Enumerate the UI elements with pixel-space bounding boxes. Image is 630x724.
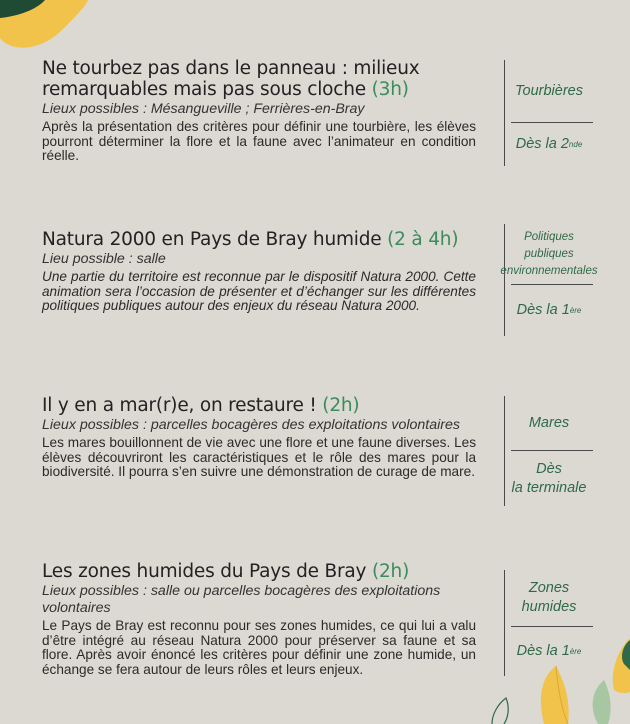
activity-block [42,58,476,164]
activity-level: Dès la terminale [511,460,587,496]
activity-level: Dès la 1 ère [516,302,582,319]
activity-duration: (3h) [371,79,409,100]
activity-theme: Mares [528,414,570,431]
activity-duration: (2h) [371,561,410,582]
activity-sidebar [504,570,593,676]
activity-title: Natura 2000 en Pays de Bray humide (2 à 4h) [42,229,459,250]
activity-sidebar [500,224,598,336]
activity-block [42,229,476,314]
activity-level: Dès la 1 ère [516,643,582,660]
activity-places: Lieux possibles : Mésangueville ; Ferrières-en-Bray [42,101,365,117]
activity-title: Les zones humides du Pays de Bray (2h) [42,561,410,582]
activity-description: Les mares bouillonnent de vie avec une flore et une faune diverses. Les élèves découvriront les caractéristiques et le rôle des mares pour la biodiversité. Il pourra s’en suivre une démonstration de curage de mare. [42,435,476,480]
activity-description: Après la présentation des critères pour définir une tourbière, les élèves pourront déterminer la flore et la faune avec l’animateur en condition réelle. [42,119,476,164]
activity-description: Le Pays de Bray est reconnu pour ses zones humides, ce qui lui a valu d’être intégré au réseau Natura 2000 pour préserver sa faune et sa flore. Après avoir énoncé les critères pour définir une zone humide, un échange se fera autour de leurs rôles et leurs enjeux. [42,618,476,677]
activity-places: Lieux possibles : parcelles bocagères des exploitations volontaires [42,417,460,433]
activity-level: Dès la 2 nde [515,136,583,153]
activity-theme: Tourbières [515,82,583,99]
activity-title: Ne tourbez pas dans le panneau : milieux remarquables mais pas sous cloche (3h) [42,58,420,100]
activity-places: Lieu possible : salle [42,251,166,267]
activity-places: Lieux possibles : salle ou parcelles bocagères des exploitations volontaires [42,583,441,616]
activity-theme: Politiques publiques environnementales [500,230,598,277]
activity-description: Une partie du territoire est reconnue par le dispositif Natura 2000. Cette animation sera l’occasion de présenter et d’échanger sur les différentes politiques publiques autour des enjeux du réseau Natura 2000. [42,269,476,314]
activity-duration: (2h) [322,395,360,416]
activity-block [42,395,476,480]
leaf-decoration-top-left [0,0,100,52]
activity-theme: Zones humides [521,580,577,615]
activity-duration: (2 à 4h) [387,229,459,250]
activity-title: Il y en a mar(r)e, on restaure ! (2h) [42,395,360,416]
activity-block [42,561,476,677]
activity-sidebar [504,396,593,506]
activity-sidebar [504,60,593,166]
